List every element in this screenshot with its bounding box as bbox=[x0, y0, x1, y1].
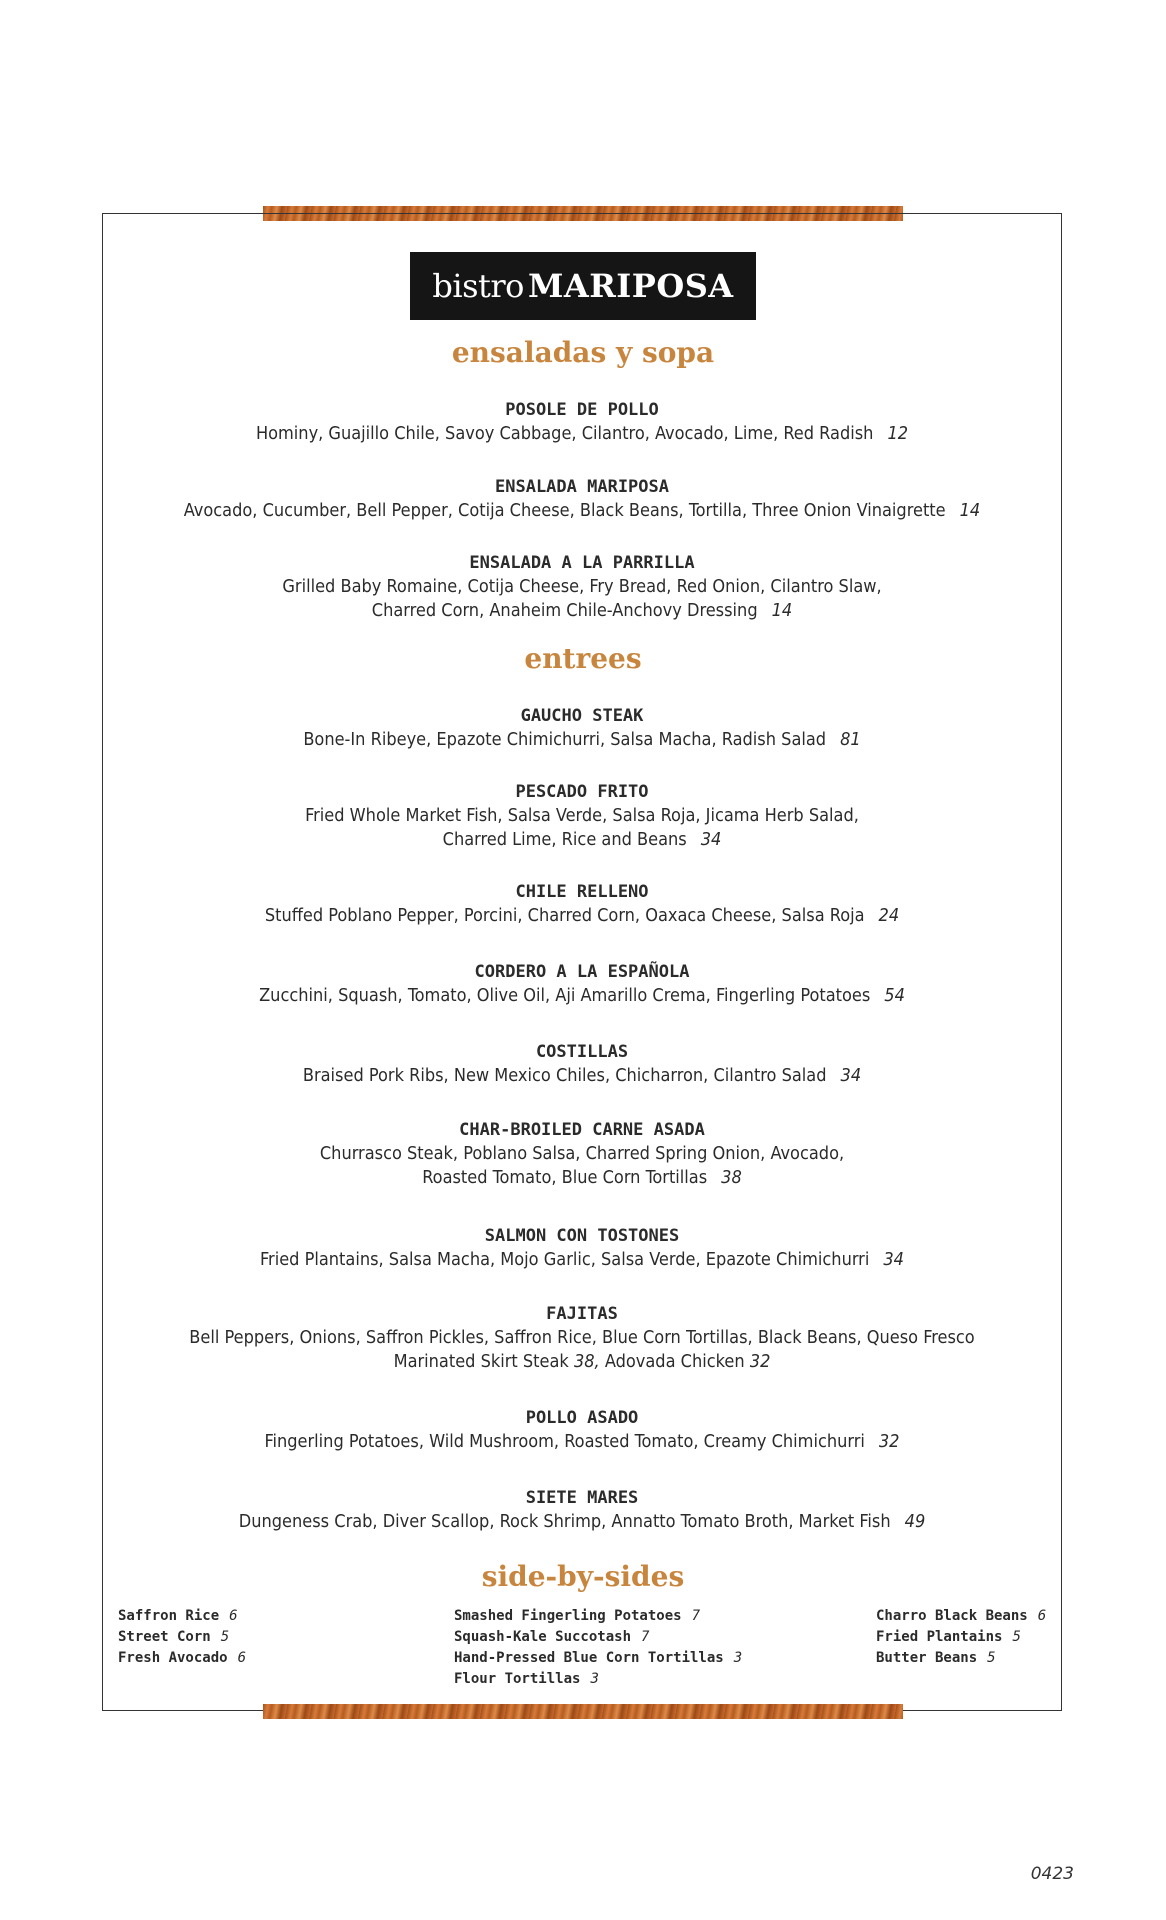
item-price: 34 bbox=[840, 1065, 862, 1086]
item-desc: Hominy, Guajillo Chile, Savoy Cabbage, Cilantro, Avocado, Lime, Red Radish 12 bbox=[255, 423, 909, 444]
side-item: Hand-Pressed Blue Corn Tortillas 3 bbox=[454, 1650, 743, 1666]
item-desc: Roasted Tomato, Blue Corn Tortillas 38 bbox=[422, 1167, 742, 1188]
section-title-salads: ensaladas y sopa bbox=[451, 336, 715, 369]
side-item: Street Corn 5 bbox=[118, 1629, 230, 1645]
item-name: CHILE RELLENO bbox=[515, 882, 649, 902]
item-price: 12 bbox=[887, 423, 909, 444]
menu-item bbox=[102, 475, 1062, 523]
item-price: 34 bbox=[883, 1249, 904, 1270]
item-price: 14 bbox=[771, 600, 793, 621]
item-price: 24 bbox=[878, 905, 900, 926]
side-item: Saffron Rice 6 bbox=[118, 1608, 238, 1624]
item-desc: Bone-In Ribeye, Epazote Chimichurri, Salsa Macha, Radish Salad 81 bbox=[303, 729, 861, 750]
item-name: FAJITAS bbox=[546, 1304, 618, 1324]
side-item: Squash-Kale Succotash 7 bbox=[454, 1629, 650, 1645]
side-item: Charro Black Beans 6 bbox=[876, 1608, 1047, 1624]
menu-item bbox=[102, 398, 1062, 446]
item-price: 38, bbox=[573, 1351, 600, 1372]
item-name: GAUCHO STEAK bbox=[520, 706, 644, 726]
menu-item bbox=[102, 704, 1062, 752]
item-name: SALMON CON TOSTONES bbox=[484, 1226, 680, 1246]
item-desc: Grilled Baby Romaine, Cotija Cheese, Fry Bread, Red Onion, Cilantro Slaw, bbox=[282, 576, 882, 597]
wood-trim-bottom bbox=[263, 1704, 903, 1719]
item-desc-options: Marinated Skirt Steak 38, Adovada Chicken 32 bbox=[393, 1351, 771, 1372]
menu-item bbox=[102, 1406, 1062, 1454]
menu-item bbox=[102, 1118, 1062, 1190]
section-title-entrees: entrees bbox=[524, 642, 642, 675]
item-desc: Braised Pork Ribs, New Mexico Chiles, Chicharron, Cilantro Salad 34 bbox=[302, 1065, 862, 1086]
item-price: 49 bbox=[904, 1511, 926, 1532]
menu-item bbox=[102, 960, 1062, 1008]
item-price: 32 bbox=[749, 1351, 771, 1372]
menu-item bbox=[102, 551, 1062, 623]
sides-column-1 bbox=[118, 1606, 246, 1669]
side-item: Fresh Avocado 6 bbox=[118, 1650, 247, 1666]
item-desc: Fingerling Potatoes, Wild Mushroom, Roasted Tomato, Creamy Chimichurri 32 bbox=[264, 1431, 900, 1452]
brand-logo-part2: MARIPOSA bbox=[527, 267, 734, 305]
item-name: CORDERO A LA ESPAÑOLA bbox=[474, 962, 690, 982]
sides-column-2 bbox=[454, 1606, 742, 1690]
item-price: 54 bbox=[884, 985, 905, 1006]
menu-item bbox=[102, 1486, 1062, 1534]
item-name: POLLO ASADO bbox=[525, 1408, 639, 1428]
item-desc: Charred Corn, Anaheim Chile-Anchovy Dressing 14 bbox=[371, 600, 793, 621]
item-desc: Stuffed Poblano Pepper, Porcini, Charred Corn, Oaxaca Cheese, Salsa Roja 24 bbox=[264, 905, 900, 926]
item-name: CHAR-BROILED CARNE ASADA bbox=[459, 1120, 705, 1140]
menu-item bbox=[102, 1040, 1062, 1088]
item-desc: Fried Whole Market Fish, Salsa Verde, Salsa Roja, Jicama Herb Salad, bbox=[305, 805, 859, 826]
side-item: Smashed Fingerling Potatoes 7 bbox=[454, 1608, 701, 1624]
item-name: PESCADO FRITO bbox=[515, 782, 649, 802]
item-name: ENSALADA MARIPOSA bbox=[495, 477, 669, 497]
menu-item bbox=[102, 880, 1062, 928]
item-name: ENSALADA A LA PARRILLA bbox=[469, 553, 695, 573]
item-desc: Zucchini, Squash, Tomato, Olive Oil, Aji Amarillo Crema, Fingerling Potatoes 54 bbox=[259, 985, 905, 1006]
sides-column-3 bbox=[876, 1606, 1046, 1669]
menu-item bbox=[102, 780, 1062, 852]
side-item: Butter Beans 5 bbox=[876, 1650, 996, 1666]
item-price: 38 bbox=[721, 1167, 742, 1188]
item-price: 14 bbox=[959, 500, 981, 521]
item-desc: Bell Peppers, Onions, Saffron Pickles, Saffron Rice, Blue Corn Tortillas, Black Beans, Queso Fresco bbox=[189, 1327, 975, 1348]
brand-logo-part1: bistro bbox=[432, 267, 524, 305]
item-name: SIETE MARES bbox=[525, 1488, 639, 1508]
item-desc: Fried Plantains, Salsa Macha, Mojo Garlic, Salsa Verde, Epazote Chimichurri 34 bbox=[260, 1249, 904, 1270]
item-name: COSTILLAS bbox=[535, 1042, 629, 1062]
menu-item bbox=[102, 1224, 1062, 1272]
menu-item-fajitas bbox=[102, 1302, 1062, 1374]
side-item: Flour Tortillas 3 bbox=[454, 1671, 599, 1687]
item-price: 34 bbox=[700, 829, 722, 850]
brand-logo bbox=[410, 252, 756, 320]
item-name: POSOLE DE POLLO bbox=[505, 400, 659, 420]
item-desc: Dungeness Crab, Diver Scallop, Rock Shrimp, Annatto Tomato Broth, Market Fish 49 bbox=[238, 1511, 926, 1532]
item-price: 81 bbox=[840, 729, 861, 750]
item-price: 32 bbox=[878, 1431, 900, 1452]
side-item: Fried Plantains 5 bbox=[876, 1629, 1021, 1645]
menu-code: 0423 bbox=[1030, 1864, 1074, 1884]
item-desc: Churrasco Steak, Poblano Salsa, Charred Spring Onion, Avocado, bbox=[319, 1143, 845, 1164]
item-desc: Charred Lime, Rice and Beans 34 bbox=[442, 829, 722, 850]
item-desc: Avocado, Cucumber, Bell Pepper, Cotija Cheese, Black Beans, Tortilla, Three Onion Vinaigrette 14 bbox=[183, 500, 981, 521]
section-title-sides: side-by-sides bbox=[481, 1560, 685, 1593]
